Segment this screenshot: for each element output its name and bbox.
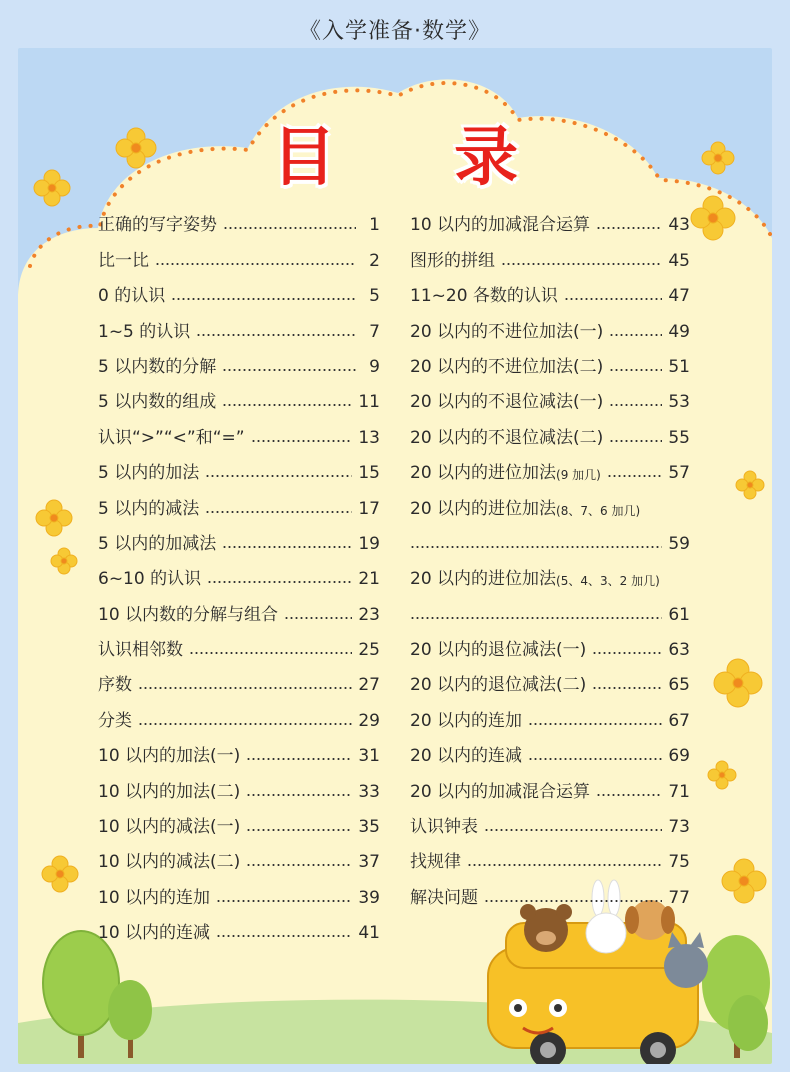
- toc-dot-leader: [189, 652, 352, 654]
- toc-entry-title: 10 以内的连加: [98, 887, 211, 908]
- toc-dot-leader: [246, 758, 352, 760]
- toc-entry[interactable]: [98, 448, 380, 483]
- toc-entry-page: 57: [668, 463, 690, 484]
- toc-entry-page: 33: [358, 781, 380, 802]
- toc-dot-leader: [205, 511, 352, 513]
- toc-entry[interactable]: [98, 271, 380, 306]
- toc-dot-leader: [609, 404, 662, 406]
- toc-entry-page: 19: [358, 533, 380, 554]
- toc-entry-page: 67: [668, 710, 690, 731]
- toc-entry-title: 解决问题: [410, 887, 478, 908]
- toc-entry[interactable]: [410, 235, 690, 270]
- toc-entry-title: 20 以内的进位加法: [410, 463, 557, 484]
- toc-entry[interactable]: [98, 837, 380, 872]
- toc-dot-leader: [155, 263, 356, 265]
- toc-entry[interactable]: [98, 342, 380, 377]
- toc-entry-title: 10 以内数的分解与组合: [98, 604, 279, 625]
- toc-dot-leader: [222, 369, 356, 371]
- toc-entry-title: 1~5 的认识: [98, 321, 191, 342]
- toc-dot-leader: [528, 758, 662, 760]
- toc-entry-page: 49: [668, 321, 690, 342]
- toc-entry-page: 75: [668, 852, 690, 873]
- toc-entry-page: 51: [668, 356, 690, 377]
- toc-entry-title: 10 以内的连减: [98, 923, 211, 944]
- toc-dot-leader: [609, 334, 662, 336]
- toc-entry-page: 27: [358, 675, 380, 696]
- book-title: 《入学准备·数学》: [299, 19, 491, 44]
- toc-entry-title: 0 的认识: [98, 286, 166, 307]
- toc-entry-title: 认识钟表: [410, 817, 478, 838]
- toc-entry-page: 5: [369, 286, 380, 307]
- toc-dot-leader: [207, 581, 352, 583]
- toc-entry-page: 69: [668, 746, 690, 767]
- toc-entry-page: 11: [358, 392, 380, 413]
- toc-dot-leader: [410, 546, 662, 548]
- toc-entry[interactable]: [410, 625, 690, 660]
- toc-entry-page: 17: [358, 498, 380, 519]
- toc-dot-leader: [484, 900, 662, 902]
- toc-entry-page: 41: [358, 923, 380, 944]
- toc-entry-title: 10 以内的减法(一): [98, 817, 241, 838]
- toc-entry-page: 15: [358, 463, 380, 484]
- toc-dot-leader: [484, 829, 662, 831]
- toc-entry[interactable]: [410, 731, 690, 766]
- toc-column-right: [410, 200, 690, 908]
- toc-entry-title: 正确的写字姿势: [98, 215, 217, 236]
- toc-entry[interactable]: [98, 872, 380, 907]
- toc-dot-leader: [528, 723, 662, 725]
- toc-dot-leader: [501, 263, 662, 265]
- toc-entry[interactable]: [98, 660, 380, 695]
- toc-entry[interactable]: [98, 235, 380, 270]
- toc-dot-leader: [467, 864, 662, 866]
- toc-entry-title: 20 以内的进位加法: [410, 498, 557, 519]
- toc-entry-page: 35: [358, 817, 380, 838]
- toc-entry-page: 1: [369, 215, 380, 236]
- toc-entry-title: 10 以内的减法(二): [98, 852, 241, 873]
- toc-entry[interactable]: [410, 377, 690, 412]
- toc-entry-title: 找规律: [410, 852, 461, 873]
- toc-dot-leader: [216, 935, 352, 937]
- toc-entry-title: 10 以内的加减混合运算: [410, 215, 591, 236]
- toc-entry[interactable]: [410, 695, 690, 730]
- toc-dot-leader: [607, 475, 662, 477]
- toc-entry[interactable]: [98, 802, 380, 837]
- toc-entry[interactable]: [410, 519, 690, 554]
- toc-entry-title: 20 以内的加减混合运算: [410, 781, 591, 802]
- toc-entry[interactable]: [410, 802, 690, 837]
- toc-entry[interactable]: [98, 519, 380, 554]
- toc-entry-page: 65: [668, 675, 690, 696]
- toc-dot-leader: [138, 687, 352, 689]
- toc-page: [18, 48, 772, 1064]
- toc-entry[interactable]: [98, 554, 380, 589]
- toc-entry-title: 5 以内数的组成: [98, 392, 217, 413]
- toc-dot-leader: [251, 440, 353, 442]
- toc-entry-page: 73: [668, 817, 690, 838]
- toc-entry-subtitle: (5、4、3、2 加几): [556, 574, 660, 589]
- toc-entry[interactable]: [410, 837, 690, 872]
- toc-entry[interactable]: [410, 200, 690, 235]
- toc-entry[interactable]: [410, 660, 690, 695]
- toc-entry[interactable]: [410, 554, 690, 589]
- toc-column-left: [98, 200, 380, 943]
- toc-entry-title: 5 以内的减法: [98, 498, 200, 519]
- toc-dot-leader: [592, 687, 662, 689]
- toc-entry[interactable]: [410, 872, 690, 907]
- toc-entry[interactable]: [98, 306, 380, 341]
- toc-entry-page: 7: [369, 321, 380, 342]
- toc-entry[interactable]: [98, 377, 380, 412]
- toc-entry-title: 5 以内数的分解: [98, 356, 217, 377]
- toc-dot-leader: [138, 723, 352, 725]
- toc-entry-title: 20 以内的不退位减法(二): [410, 427, 604, 448]
- toc-dot-leader: [609, 369, 662, 371]
- toc-entry-title: 序数: [98, 675, 132, 696]
- toc-entry[interactable]: [98, 731, 380, 766]
- toc-entry-title: 认识相邻数: [98, 640, 183, 661]
- toc-entry-subtitle: (8、7、6 加几): [556, 503, 641, 518]
- toc-dot-leader: [592, 652, 662, 654]
- toc-entry-page: 43: [668, 215, 690, 236]
- toc-entry-title: 6~10 的认识: [98, 569, 202, 590]
- toc-dot-leader: [246, 829, 352, 831]
- toc-entry-page: 47: [668, 286, 690, 307]
- toc-entry-page: 13: [358, 427, 380, 448]
- toc-entry-title: 10 以内的加法(一): [98, 746, 241, 767]
- toc-dot-leader: [196, 334, 356, 336]
- toc-entry[interactable]: [410, 448, 690, 483]
- toc-entry-title: 分类: [98, 710, 132, 731]
- toc-entry-page: 39: [358, 887, 380, 908]
- toc-dot-leader: [216, 900, 352, 902]
- toc-dot-leader: [246, 864, 352, 866]
- toc-entry-page: 53: [668, 392, 690, 413]
- toc-entry-title: 20 以内的不进位加法(一): [410, 321, 604, 342]
- toc-entry-title: 20 以内的退位减法(二): [410, 675, 587, 696]
- toc-entry[interactable]: [410, 766, 690, 801]
- toc-entry-page: 45: [668, 250, 690, 271]
- toc-entry-title: 11~20 各数的认识: [410, 286, 558, 307]
- toc-entry[interactable]: [98, 483, 380, 518]
- toc-dot-leader: [284, 617, 352, 619]
- toc-entry-title: 5 以内的加减法: [98, 533, 217, 554]
- toc-entry[interactable]: [410, 412, 690, 447]
- toc-dot-leader: [246, 794, 352, 796]
- toc-entry-page: 37: [358, 852, 380, 873]
- toc-entry-page: 29: [358, 710, 380, 731]
- toc-dot-leader: [222, 404, 352, 406]
- toc-entry-page: 9: [369, 356, 380, 377]
- toc-entry[interactable]: [410, 589, 690, 624]
- toc-entry-page: 71: [668, 781, 690, 802]
- toc-entry-page: 25: [358, 640, 380, 661]
- toc-dot-leader: [223, 227, 356, 229]
- toc-entry-title: 图形的拼组: [410, 250, 495, 271]
- toc-entry-title: 5 以内的加法: [98, 463, 200, 484]
- toc-entry-title: 20 以内的进位加法: [410, 569, 557, 590]
- toc-dot-leader: [609, 440, 662, 442]
- toc-dot-leader: [596, 227, 662, 229]
- toc-entry[interactable]: [98, 589, 380, 624]
- toc-entry-title: 认识“>”“<”和“=”: [98, 427, 245, 448]
- page-heading: 目 录: [271, 121, 567, 195]
- toc-entry-title: 10 以内的加法(二): [98, 781, 241, 802]
- toc-entry-title: 20 以内的不进位加法(二): [410, 356, 604, 377]
- toc-dot-leader: [596, 794, 662, 796]
- toc-entry-page: 61: [668, 604, 690, 625]
- toc-entry-page: 31: [358, 746, 380, 767]
- toc-entry[interactable]: [410, 342, 690, 377]
- toc-dot-leader: [564, 298, 662, 300]
- toc-entry-page: 59: [668, 533, 690, 554]
- toc-entry-title: 20 以内的连加: [410, 710, 523, 731]
- toc-entry-title: 20 以内的连减: [410, 746, 523, 767]
- toc-dot-leader: [171, 298, 356, 300]
- toc-entry-page: 2: [369, 250, 380, 271]
- toc-entry-page: 77: [668, 887, 690, 908]
- toc-entry[interactable]: [98, 766, 380, 801]
- toc-dot-leader: [222, 546, 352, 548]
- toc-entry-title: 比一比: [98, 250, 149, 271]
- toc-entry[interactable]: [98, 412, 380, 447]
- toc-entry[interactable]: [98, 908, 380, 943]
- toc-entry-title: 20 以内的不退位减法(一): [410, 392, 604, 413]
- toc-dot-leader: [205, 475, 352, 477]
- toc-dot-leader: [410, 617, 662, 619]
- toc-entry[interactable]: [410, 271, 690, 306]
- toc-entry-page: 63: [668, 640, 690, 661]
- toc-entry-page: 23: [358, 604, 380, 625]
- toc-entry[interactable]: [98, 625, 380, 660]
- toc-entry[interactable]: [410, 483, 690, 518]
- toc-entry-title: 20 以内的退位减法(一): [410, 640, 587, 661]
- toc-entry[interactable]: [98, 695, 380, 730]
- toc-entry[interactable]: [98, 200, 380, 235]
- toc-entry[interactable]: [410, 306, 690, 341]
- toc-entry-page: 55: [668, 427, 690, 448]
- toc-entry-subtitle: (9 加几): [556, 468, 601, 483]
- toc-entry-page: 21: [358, 569, 380, 590]
